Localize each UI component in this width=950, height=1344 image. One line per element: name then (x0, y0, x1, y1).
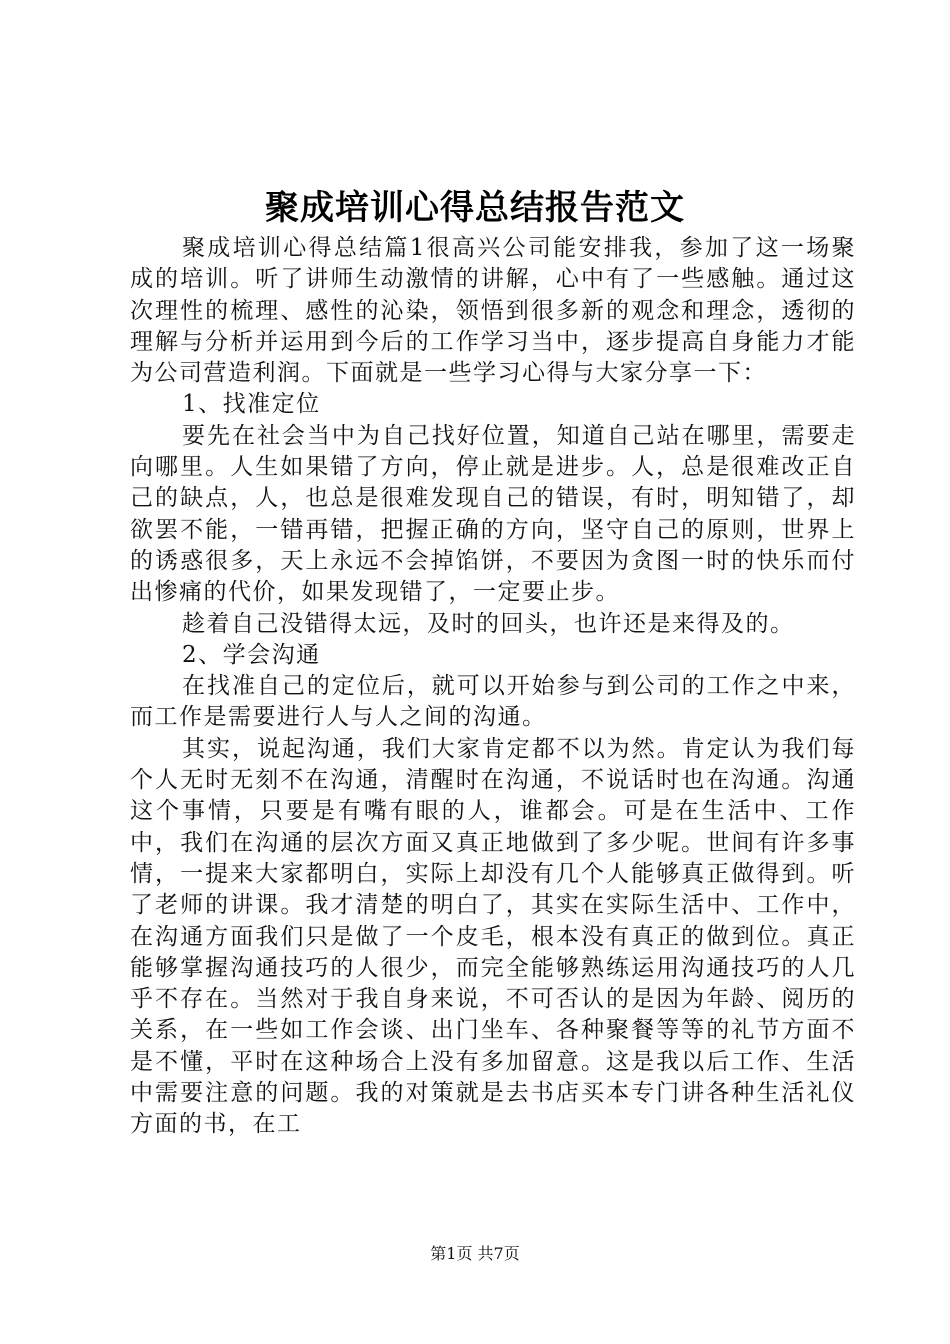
paragraph-turn-back: 趁着自己没错得太远，及时的回头，也许还是来得及的。 (182, 610, 795, 637)
paragraph-communication-intro: 在找准自己的定位后，就可以开始参与到公司的工作之中来，而工作是需要进行人与人之间的沟通。 (130, 673, 856, 731)
document-title: 聚成培训心得总结报告范文 (265, 188, 685, 228)
paragraph-communication-detail: 其实，说起沟通，我们大家肯定都不以为然。肯定认为我们每个人无时无刻不在沟通，清醒时在沟通，不说话时也在沟通。沟通这个事情，只要是有嘴有眼的人，谁都会。可是在生活中、工作中，我们在沟通的层次方面又真正地做到了多少呢。世间有许多事情，一提来大家都明白，实际上却没有几个人能够真正做得到。听了老师的讲课。我才清楚的明白了，其实在实际生活中、工作中，在沟通方面我们只是做了一个皮毛，根本没有真正的做到位。真正能够掌握沟通技巧的人很少，而完全能够熟练运用沟通技巧的人几乎不存在。当然对于我自身来说，不可否认的是因为年龄、阅历的关系，在一些如工作会谈、出门坐车、各种聚餐等等的礼节方面不是不懂，平时在这种场合上没有多加留意。这是我以后工作、生活中需要注意的问题。我的对策就是去书店买本专门讲各种生活礼仪方面的书，在工 (130, 735, 856, 1138)
document-body (130, 233, 856, 1141)
section-heading-communication: 2、学会沟通 (182, 641, 321, 668)
paragraph-positioning: 要先在社会当中为自己找好位置，知道自己站在哪里，需要走向哪里。人生如果错了方向，停止就是进步。人，总是很难改正自己的缺点，人，也总是很难发现自己的错误，有时，明知错了，却欲罢不能，一错再错，把握正确的方向，坚守自己的原则，世界上的诱惑很多，天上永远不会掉馅饼，不要因为贪图一时的快乐而付出惨痛的代价，如果发现错了，一定要止步。 (130, 422, 856, 606)
paragraph-intro: 聚成培训心得总结篇1很高兴公司能安排我，参加了这一场聚成的培训。听了讲师生动激情的讲解，心中有了一些感触。通过这次理性的梳理、感性的沁染，领悟到很多新的观念和理念，透彻的理解与分析并运用到今后的工作学习当中，逐步提高自身能力才能为公司营造利润。下面就是一些学习心得与大家分享一下： (130, 235, 856, 387)
page-number: 第1页 共7页 (430, 1244, 520, 1263)
section-heading-positioning: 1、找准定位 (182, 391, 321, 418)
